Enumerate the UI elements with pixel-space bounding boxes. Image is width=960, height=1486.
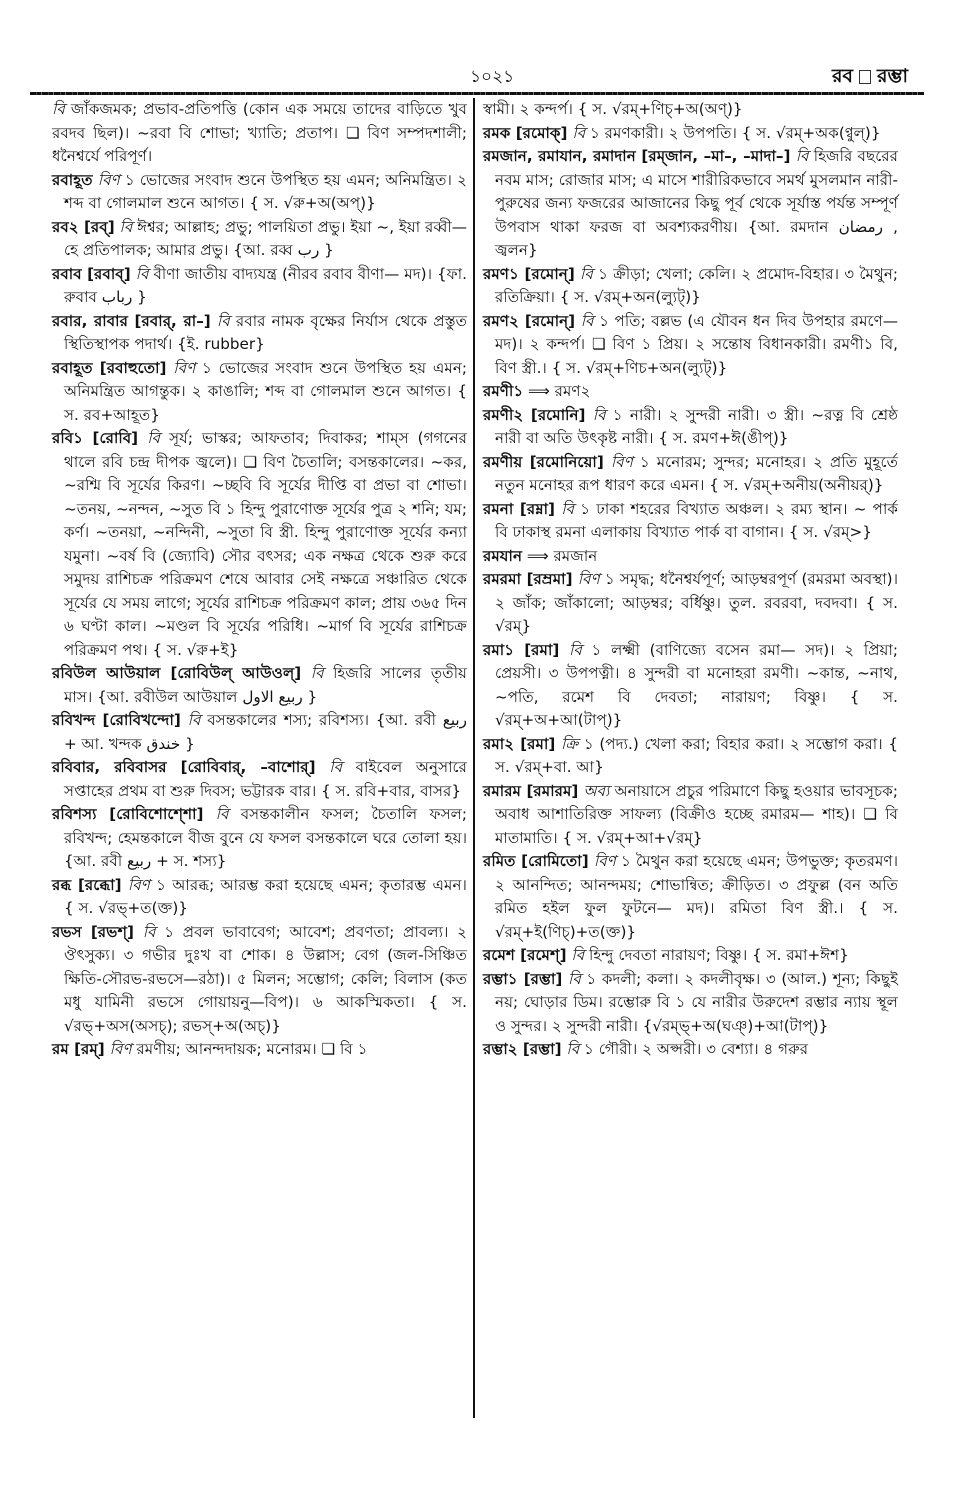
part-of-speech: বিণ [593, 852, 616, 870]
dictionary-entry [52, 1038, 467, 1062]
headword: রবিখন্দ [রোবিখন্দো] [52, 711, 181, 729]
dictionary-entry [52, 756, 467, 803]
dictionary-entry [483, 568, 898, 639]
headword: রমা১ [রমা] [483, 640, 560, 659]
definition-text: ১ নারী। ২ সুন্দরী নারী। ৩ স্ত্রী। ~রত্ন বি শ্রেষ্ঠ নারী বা অতি উৎকৃষ্ট নারী। { স. রমণ+ঈ(ঙীপ্)} [495, 405, 899, 447]
dictionary-entry [483, 263, 898, 310]
dictionary-entry [483, 733, 898, 780]
dictionary-entry [483, 639, 898, 733]
definition-text: হিজরি সালের তৃতীয় মাস। {আ. রবীউল আউয়াল ربيع الاول } [64, 664, 467, 706]
headword: রম্ভা২ [রম্ভা] [483, 1040, 562, 1058]
headword: রবাহূত [52, 170, 93, 189]
definition-text: ১ ঢাকা শহরের বিখ্যাত অঞ্চল। ২ রম্য স্থান। ~ পার্ক বি ঢাকাস্থ রমনা এলাকায় বিখ্যাত পার্ক বা বাগান। { স. √রম্>} [495, 499, 899, 541]
headword: রব্ধ [রব্ধো] [52, 875, 122, 894]
headword: রবাহূত [রবাহুতো] [52, 358, 167, 377]
dictionary-entry [52, 169, 467, 216]
definition-text: ১ (পদ্য.) খেলা করা; বিহার করা। ২ সম্ভোগ করা। { স. √রম্+বা. আ} [495, 734, 899, 776]
headword: রমিত [রোমিতো] [483, 852, 589, 870]
dictionary-entry [483, 968, 898, 1039]
headword: রব২ [রব্] [52, 217, 115, 236]
part-of-speech: বি [310, 664, 324, 682]
part-of-speech: বি [52, 100, 65, 118]
part-of-speech: বি [187, 711, 201, 729]
headword: রমারম [রমারম] [483, 781, 579, 800]
headword: রমক [রমোক্] [483, 123, 568, 142]
headword: রমণী১ [483, 382, 524, 400]
dictionary-entry [483, 451, 898, 498]
left-column [52, 98, 467, 1062]
definition-text: ১ পতি; বল্লভ (এ যৌবন ধন দিব উপহার রমণে— মদ)। ২ কন্দর্প। ❏ বিণ ১ প্রিয়। ২ সন্তোষ বিধানকারী। রমণী১ বি, বিণ স্ত্রী.। { স. √রম্+ণিচ+অন(ল্যুট্)} [495, 311, 899, 377]
dictionary-entry [483, 404, 898, 451]
dictionary-entry [52, 709, 467, 756]
part-of-speech: বিণ [109, 1040, 132, 1058]
page-number: ১০২১ [470, 67, 515, 87]
definition-text: ১ প্রবল ভাবাবেগ; আবেশ; প্রবণতা; প্রাবল্য। ২ ঔৎসুক্য। ৩ গভীর দুঃখ বা শোক। ৪ উল্লাস; বেগ (জল-সিঞ্চিত ক্ষিতি-সৌরভ-রভসে—রঠা)। ৫ মিলন; সম্ভোগ; কেলি; বিলাস (কত মধু যামিনী রভসে গোয়ায়নু—বিপ)। ৬ আকস্মিকতা। { স. √রভ্+অস(অসচ্); রভস্+অ(অচ্)} [64, 922, 468, 1035]
headword: রবিউল আউয়াল [রোবিউল্ আউওল্] [52, 664, 302, 682]
part-of-speech: বি [119, 217, 133, 236]
part-of-speech: বি [572, 123, 586, 142]
definition-text: ১ আরব্ধ; আরম্ভ করা হয়েছে এমন; কৃতারম্ভ এমন। { স. √রভ্+ত(ক্ত)} [64, 875, 467, 917]
part-of-speech: অব্য [583, 781, 610, 800]
dictionary-entry [483, 122, 898, 146]
definition-text: ⟹ রমণ২ [528, 382, 591, 400]
definition-text: স্বামী। ২ কন্দর্প। { স. √রম্+ণিচ্+অ(অণ্)} [483, 100, 743, 118]
dictionary-entry [52, 874, 467, 921]
part-of-speech: বি [795, 147, 809, 165]
part-of-speech: বি [580, 264, 593, 283]
dictionary-entry [52, 357, 467, 428]
definition-text: বসন্তকালের শস্য; রবিশস্য। {আ. রবী ربيع + আ. খন্দক خندق } [64, 711, 467, 753]
guide-words [832, 62, 908, 94]
guide-word-first: রব [831, 65, 854, 87]
headword: রমণীয় [রমোনিয়ো] [483, 452, 604, 471]
part-of-speech: বি [567, 969, 581, 988]
part-of-speech: বি [216, 311, 230, 330]
part-of-speech: বি [329, 758, 343, 776]
headword: রমণ২ [রমোন্] [483, 311, 576, 330]
headword: রমেশ [রমেশ্] [483, 946, 567, 964]
part-of-speech: বি [566, 1040, 580, 1058]
definition-text: ১ মনোরম; সুন্দর; মনোহর। ২ প্রতি মুহূর্তে নতুন মনোহর রূপ ধারণ করে এমন। { স. √রম্+অনীয়(অনীয়র্)} [495, 452, 899, 494]
part-of-speech: বি [142, 922, 156, 941]
definition-text: ১ লক্ষ্মী (বাণিজ্যে বসেন রমা— সদ)। ২ প্রিয়া; প্রেয়সী। ৩ উপপত্নী। ৪ সুন্দরী বা মনোহরা রমণী। ~কান্ত, ~নাথ, ~পতি, রমেশ বি দেবতা; নারায়ণ; বিষ্ণু। { স. √রম্+অ+আ(টাপ্)} [495, 640, 899, 729]
part-of-speech: বিণ [127, 875, 150, 894]
definition-text: ১ সমৃদ্ধ; ধনৈশ্বর্যপূর্ণ; আড়ম্বরপূর্ণ (রমরমা অবস্থা)। ২ জাঁক; জাঁকালো; আড়ম্বর; বর্ধিষ্ণু। তুল. রবরবা, দবদবা। { স. √রম্} [495, 570, 899, 635]
definition-text: সূর্য; ভাস্কর; আফতাব; দিবাকর; শাম্স (গগনের থালে রবি চন্দ্র দীপক জ্বলে)। ❏ বিণ চৈতালি; বসন্তকালের। ~কর, ~রশ্মি বি সূর্যের কিরণ। ~চ্ছবি বি সূর্যের দীপ্তি বা প্রভা বা শোভা। ~তনয়, ~নন্দন, ~সুত বি ১ হিন্দু পুরাণোক্ত সূর্যের পুত্র ২ শনি; যম; কর্ণ। ~তনয়া, ~নন্দিনী, ~সুতা বি স্ত্রী. হিন্দু পুরাণোক্ত সূর্যের কন্যা যমুনা। ~বর্ষ বি (জ্যোবি) সৌর বৎসর; এক নক্ষত্র থেকে শুরু করে সমুদয় রাশিচক্র পরিক্রমণ শেষে আবার সেই নক্ষত্রে সঞ্চারিত থেকে সূর্যের যে সময় লাগে; সূর্যের রাশিচক্র পরিক্রমণ কাল; প্রায় ৩৬৫ দিন ৬ ঘণ্টা কাল। ~মণ্ডল বি সূর্যের পরিধি। ~মার্গ বি সূর্যের রাশিচক্র পরিক্রমণ পথ। { স. √রু+ই} [64, 429, 468, 659]
part-of-speech: বি [569, 640, 582, 659]
headword: রবি১ [রোবি] [52, 429, 139, 447]
definition-text: রমণীয়; আনন্দদায়ক; মনোরম। ❏ বি ১ [136, 1040, 368, 1058]
definition-text: অনায়াসে প্রচুর পরিমাণে কিছু হওয়ার ভাবসূচক; অবাধ আশাতিরিক্ত সাফল্য (বিক্রীও হচ্ছে রমারম— শাহ)। ❏ বি মাতামাতি। { স. √রম্+আ+√রম্} [495, 781, 898, 847]
definition-text: ১ ভোজের সংবাদ শুনে উপস্থিত হয় এমন; অনিমন্ত্রিত আগন্তুক। ২ কাঙালি; শব্দ বা গোলমাল শুনে আগত। { স. রব+আহূত} [64, 358, 468, 424]
part-of-speech: বি [571, 946, 585, 964]
definition-text: ১ ভোজের সংবাদ শুনে উপস্থিত হয় এমন; অনিমন্ত্রিত। ২ শব্দ বা গোলমাল শুনে আগত। { স. √রু+অ(অপ্)} [64, 170, 468, 212]
dictionary-entry [483, 545, 898, 569]
headword: রমরমা [রম্রমা] [483, 570, 573, 588]
dictionary-entry [483, 145, 898, 263]
dictionary-entry [52, 662, 467, 709]
part-of-speech: বি [215, 805, 229, 823]
part-of-speech: ক্রি [561, 734, 579, 753]
definition-text: ১ ক্রীড়া; খেলা; কেলি। ২ প্রমোদ-বিহার। ৩ মৈথুন; রতিক্রিয়া। { স. √রম্+অন(ল্যুট্)} [495, 264, 898, 306]
headword: রমণ১ [রমোন্] [483, 264, 575, 283]
dictionary-entry [52, 263, 467, 310]
dictionary-entry [483, 1038, 898, 1062]
part-of-speech: বি [147, 429, 160, 447]
dictionary-entry [52, 310, 467, 357]
definition-text: ১ কদলী; কলা। ২ কদলীবৃক্ষ। ৩ (আল.) শূন্য; কিছুই নয়; ঘোড়ার ডিম। রম্ভোরু বি ১ যে নারীর উরুদেশ রম্ভার ন্যায় স্থূল ও সুন্দর। ২ সুন্দরী নারী। {√রম্ভ্+অ(ঘঞ্)+আ(টাপ্)} [495, 969, 898, 1035]
definition-text: জাঁকজমক; প্রভাব-প্রতিপত্তি (কোন এক সময়ে তাদের বাড়িতে খুব রবদব ছিল)। ~রবা বি শোভা; খ্যাতি; প্রতাপ। ❏ বিণ সম্পদশালী; ধনৈশ্বর্যে পরিপূর্ণ। [52, 100, 468, 165]
box-icon [859, 70, 871, 84]
definition-text: বসন্তকালীন ফসল; চৈতালি ফসল; রবিখন্দ; হেমন্তকালে বীজ বুনে যে ফসল বসন্তকালে ঘরে তোলা হয়। {আ. রবী ربيع + স. শস্য} [64, 805, 468, 870]
dictionary-entry [483, 850, 898, 944]
part-of-speech: বি [561, 499, 574, 518]
headword: রবিশস্য [রোবিশোশ্শো] [52, 805, 204, 823]
column-divider [473, 98, 475, 1418]
definition-text: বাইবেল অনুসারে সপ্তাহের প্রথম বা শুরু দিবস; ভট্টারক বার। { স. রবি+বার, বাসর} [64, 758, 467, 800]
part-of-speech: বিণ [610, 452, 633, 471]
dictionary-entry [483, 380, 898, 404]
definition-text: ঈশ্বর; আল্লাহ; প্রভু; পালয়িতা প্রভু। ইয়া ~, ইয়া রব্বী— হে প্রতিপালক; আমার প্রভু। {আ. রব্ব رب } [64, 217, 467, 259]
definition-text: ⟹ রমজান [526, 546, 598, 565]
headword: রমণী২ [রমোনি] [483, 405, 586, 424]
headword: রবার, রাবার [রবার্, রা–] [52, 311, 211, 330]
headword: রম্ভা১ [রম্ভা] [483, 969, 563, 988]
headword: রমযান [483, 546, 523, 565]
part-of-speech: বি [580, 311, 594, 330]
headword: রমনা [রম্না] [483, 499, 555, 518]
part-of-speech: বিণ [97, 170, 120, 189]
dictionary-entry [483, 944, 898, 968]
headword: রভস [রভশ্] [52, 922, 134, 941]
definition-text: ১ রমণকারী। ২ উপপতি। { স. √রম্+অক(ণ্বুল্)} [589, 123, 881, 142]
definition-text: রবার নামক বৃক্ষের নির্যাস থেকে প্রস্তুত স্থিতিস্থাপক পদার্থ। {ই. rubber} [64, 311, 468, 353]
definition-text: হিন্দু দেবতা নারায়ণ; বিষ্ণু। { স. রমা+ঈশ} [588, 946, 849, 964]
right-column [483, 98, 898, 1062]
dictionary-entry [52, 921, 467, 1039]
dictionary-entry [483, 310, 898, 381]
headword: রমজান, রমাযান, রমাদান [রম্জান, –মা–, –মাদা–] [483, 147, 791, 165]
dictionary-entry [52, 98, 467, 169]
headword: রবাব [রবাব্] [52, 264, 131, 283]
part-of-speech: বি [135, 264, 149, 283]
dictionary-entry [52, 427, 467, 662]
guide-word-last: রম্ভা [877, 65, 908, 87]
dictionary-entry [52, 803, 467, 874]
dictionary-entry [483, 98, 898, 122]
part-of-speech: বি [592, 405, 606, 424]
headword: রবিবার, রবিবাসর [রোবিবার্, –বাশোর্] [52, 758, 316, 776]
header-rule [30, 92, 924, 95]
definition-text: বীণা জাতীয় বাদ্যযন্ত্র (নীরব রবাব বীণা— মদ)। {ফা. রুবাব رباب } [64, 264, 468, 306]
definition-text: ১ মৈথুন করা হয়েছে এমন; উপভুক্ত; কৃতরমণ। ২ আনন্দিত; আনন্দময়; শোভান্বিত; ক্রীড়িত। ৩ প্রফুল্ল (বন অতি রমিত হইল ফুল ফুটনে— মদ)। রমিতা বিণ স্ত্রী.। { স. √রম্+ই(ণিচ্)+ত(ক্ত)} [495, 852, 899, 941]
page-header [60, 58, 920, 88]
dictionary-entry [483, 780, 898, 851]
part-of-speech: বিণ [173, 358, 196, 377]
definition-text: ১ গৌরী। ২ অপ্সরী। ৩ বেশ্যা। ৪ গরুর [584, 1040, 809, 1058]
headword: রম [রম্] [52, 1040, 105, 1058]
dictionary-entry [52, 216, 467, 263]
part-of-speech: বিণ [577, 570, 600, 588]
headword: রমা২ [রমা] [483, 734, 556, 753]
dictionary-entry [483, 498, 898, 545]
definition-text: হিজরি বছরের নবম মাস; রোজার মাস; এ মাসে শারীরিকভাবে সমর্থ মুসলমান নারী-পুরুষের জন্য ফজরের আজানের কিছু পূর্ব থেকে সূর্যাস্ত পর্যন্ত সম্পূর্ণ উপবাস থাকা ফরজ বা অবশ্যকরণীয়। {আ. রমদান رمضان , জ্বলন} [495, 147, 899, 259]
